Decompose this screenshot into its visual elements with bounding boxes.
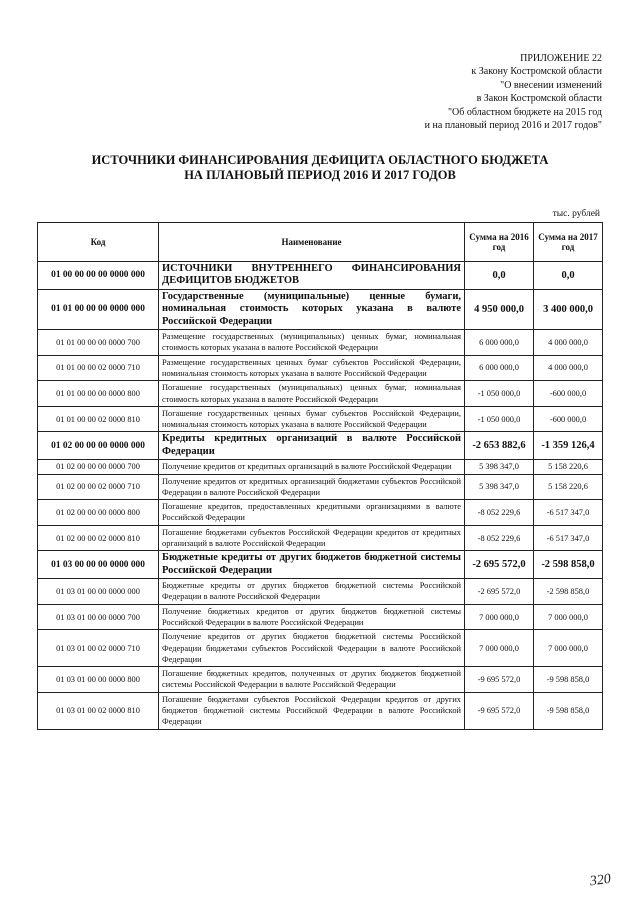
- table-row: [38, 262, 603, 290]
- table-row: [38, 630, 603, 667]
- row-code: 01 03 00 00 00 0000 000: [38, 551, 159, 579]
- row-name: Бюджетные кредиты от других бюджетов бюджетной системы Российской Федерации в валюте Российской Федерации: [159, 579, 465, 605]
- row-code: 01 02 00 00 00 0000 700: [38, 460, 159, 474]
- row-sum-2016: 5 398 347,0: [465, 474, 534, 500]
- table-body: [38, 262, 603, 730]
- row-sum-2016: 0,0: [465, 262, 534, 290]
- row-name: Получение кредитов от кредитных организаций в валюте Российской Федерации: [159, 460, 465, 474]
- row-sum-2016: -2 695 572,0: [465, 579, 534, 605]
- row-sum-2017: -600 000,0: [534, 406, 603, 432]
- row-sum-2017: -2 598 858,0: [534, 579, 603, 605]
- row-sum-2017: 0,0: [534, 262, 603, 290]
- table-row: [38, 579, 603, 605]
- row-sum-2017: 4 000 000,0: [534, 355, 603, 381]
- title-line-1: ИСТОЧНИКИ ФИНАНСИРОВАНИЯ ДЕФИЦИТА ОБЛАСТНОГО БЮДЖЕТА: [91, 153, 549, 167]
- row-sum-2017: -2 598 858,0: [534, 551, 603, 579]
- table-row: [38, 500, 603, 526]
- units-label: тыс. рублей: [552, 209, 600, 219]
- table-row: [38, 406, 603, 432]
- row-code: 01 01 00 00 00 0000 000: [38, 289, 159, 329]
- appendix-line: "О внесении изменений: [500, 79, 602, 91]
- financing-sources-table: [37, 222, 603, 730]
- row-sum-2016: 5 398 347,0: [465, 460, 534, 474]
- row-sum-2017: -6 517 347,0: [534, 500, 603, 526]
- row-name: Погашение бюджетных кредитов, полученных от других бюджетов бюджетной системы Российской Федерации в валюте Российской Федерации: [159, 667, 465, 693]
- row-sum-2016: 7 000 000,0: [465, 630, 534, 667]
- row-name: Погашение кредитов, предоставленных кредитными организациями в валюте Российской Федерации: [159, 500, 465, 526]
- row-code: 01 02 00 00 00 0000 800: [38, 500, 159, 526]
- row-sum-2017: -1 359 126,4: [534, 432, 603, 460]
- row-name: Кредиты кредитных организаций в валюте Российской Федерации: [159, 432, 465, 460]
- row-name: Погашение государственных (муниципальных) ценных бумаг, номинальная стоимость которых указана в валюте Российской Федерации: [159, 381, 465, 407]
- row-sum-2016: -1 050 000,0: [465, 406, 534, 432]
- header-code: Код: [38, 223, 159, 262]
- row-sum-2017: -600 000,0: [534, 381, 603, 407]
- appendix-line: ПРИЛОЖЕНИЕ 22: [520, 53, 602, 64]
- table-row: [38, 604, 603, 630]
- table-row: [38, 551, 603, 579]
- row-sum-2017: 3 400 000,0: [534, 289, 603, 329]
- row-code: 01 02 00 00 00 0000 000: [38, 432, 159, 460]
- row-sum-2017: 5 158 220,6: [534, 460, 603, 474]
- page-number: 320: [588, 871, 612, 890]
- row-code: 01 00 00 00 00 0000 000: [38, 262, 159, 290]
- row-code: 01 01 00 00 00 0000 800: [38, 381, 159, 407]
- row-name: Размещение государственных (муниципальных) ценных бумаг, номинальная стоимость которых указана в валюте Российской Федерации: [159, 330, 465, 356]
- row-code: 01 03 01 00 02 0000 710: [38, 630, 159, 667]
- row-name: Государственные (муниципальные) ценные бумаги, номинальная стоимость которых указана в валюте Российской Федерации: [159, 289, 465, 329]
- row-name: Погашение бюджетами субъектов Российской Федерации кредитов от других бюджетов бюджетной системы Российской Федерации в валюте Российской Федерации: [159, 692, 465, 729]
- row-code: 01 02 00 00 02 0000 710: [38, 474, 159, 500]
- row-sum-2017: -6 517 347,0: [534, 525, 603, 551]
- appendix-note: [425, 52, 602, 132]
- row-code: 01 01 00 00 02 0000 710: [38, 355, 159, 381]
- document-title: [0, 153, 640, 183]
- row-sum-2016: -8 052 229,6: [465, 500, 534, 526]
- row-code: 01 01 00 00 00 0000 700: [38, 330, 159, 356]
- row-sum-2016: 7 000 000,0: [465, 604, 534, 630]
- row-name: Получение кредитов от других бюджетов бюджетной системы Российской Федерации бюджетами субъектов Российской Федерации в валюте Российской Федерации: [159, 630, 465, 667]
- row-code: 01 03 01 00 02 0000 810: [38, 692, 159, 729]
- row-sum-2017: 7 000 000,0: [534, 604, 603, 630]
- row-name: Получение бюджетных кредитов от других бюджетов бюджетной системы Российской Федерации в валюте Российской Федерации: [159, 604, 465, 630]
- table-row: [38, 525, 603, 551]
- table-row: [38, 355, 603, 381]
- row-sum-2016: -9 695 572,0: [465, 667, 534, 693]
- table-row: [38, 381, 603, 407]
- row-name: Погашение государственных ценных бумаг субъектов Российской Федерации, номинальная стоимость которых указана в валюте Российской Федерации: [159, 406, 465, 432]
- row-sum-2017: 4 000 000,0: [534, 330, 603, 356]
- title-line-2: НА ПЛАНОВЫЙ ПЕРИОД 2016 И 2017 ГОДОВ: [184, 168, 456, 182]
- row-code: 01 03 01 00 00 0000 000: [38, 579, 159, 605]
- table-row: [38, 692, 603, 729]
- row-code: 01 02 00 00 02 0000 810: [38, 525, 159, 551]
- row-sum-2016: 6 000 000,0: [465, 330, 534, 356]
- row-code: 01 03 01 00 00 0000 800: [38, 667, 159, 693]
- table-row: [38, 460, 603, 474]
- row-sum-2016: -1 050 000,0: [465, 381, 534, 407]
- table-row: [38, 289, 603, 329]
- header-sum-2017: Сумма на 2017 год: [534, 223, 603, 262]
- header-sum-2016: Сумма на 2016 год: [465, 223, 534, 262]
- table-header-row: [38, 223, 603, 262]
- row-name: ИСТОЧНИКИ ВНУТРЕННЕГО ФИНАНСИРОВАНИЯ ДЕФИЦИТОВ БЮДЖЕТОВ: [159, 262, 465, 290]
- table-row: [38, 330, 603, 356]
- row-sum-2016: 6 000 000,0: [465, 355, 534, 381]
- appendix-line: к Закону Костромской области: [471, 66, 602, 78]
- row-sum-2016: -2 695 572,0: [465, 551, 534, 579]
- row-sum-2017: 5 158 220,6: [534, 474, 603, 500]
- row-sum-2016: -8 052 229,6: [465, 525, 534, 551]
- row-sum-2017: -9 598 858,0: [534, 667, 603, 693]
- row-name: Получение кредитов от кредитных организаций бюджетами субъектов Российской Федерации в валюте Российской Федерации: [159, 474, 465, 500]
- row-sum-2017: 7 000 000,0: [534, 630, 603, 667]
- row-sum-2016: -9 695 572,0: [465, 692, 534, 729]
- appendix-line: в Закон Костромской области: [476, 93, 602, 105]
- row-sum-2017: -9 598 858,0: [534, 692, 603, 729]
- table-row: [38, 474, 603, 500]
- row-sum-2016: -2 653 882,6: [465, 432, 534, 460]
- row-name: Погашение бюджетами субъектов Российской Федерации кредитов от кредитных организаций в валюте Российской Федерации: [159, 525, 465, 551]
- row-name: Бюджетные кредиты от других бюджетов бюджетной системы Российской Федерации: [159, 551, 465, 579]
- row-code: 01 03 01 00 00 0000 700: [38, 604, 159, 630]
- header-name: Наименование: [159, 223, 465, 262]
- row-name: Размещение государственных ценных бумаг субъектов Российской Федерации, номинальная стоимость которых указана в валюте Российской Федерации: [159, 355, 465, 381]
- appendix-line: и на плановый период 2016 и 2017 годов": [424, 120, 602, 132]
- table-row: [38, 667, 603, 693]
- table-row: [38, 432, 603, 460]
- appendix-line: "Об областном бюджете на 2015 год: [447, 106, 602, 118]
- row-code: 01 01 00 00 02 0000 810: [38, 406, 159, 432]
- row-sum-2016: 4 950 000,0: [465, 289, 534, 329]
